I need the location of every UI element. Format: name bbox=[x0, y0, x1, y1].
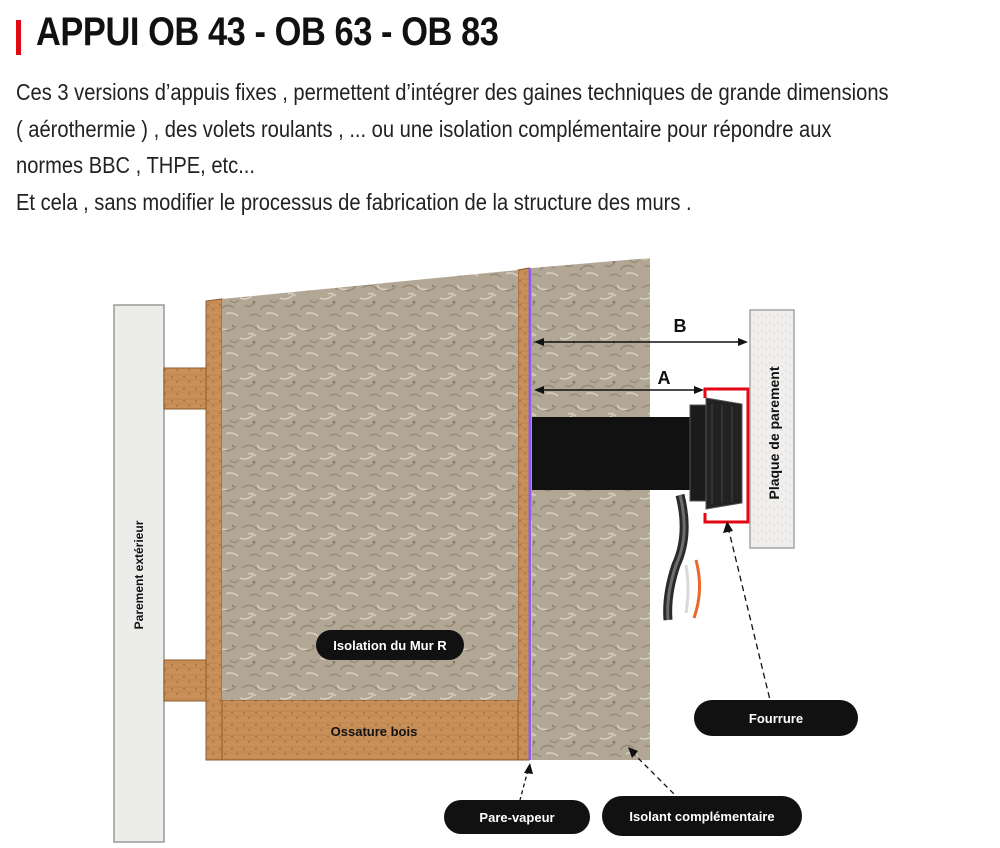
callout-isolation-mur bbox=[316, 630, 464, 660]
label-ossature-bois: Ossature bois bbox=[330, 724, 418, 739]
leader-fourrure bbox=[728, 527, 770, 700]
label-dim-a: A bbox=[657, 368, 671, 388]
exterior-cladding bbox=[114, 305, 164, 842]
description-line: Ces 3 versions d’appuis fixes , permettent d’intégrer des gaines techniques de grande dimensions bbox=[16, 79, 889, 105]
description-line: normes BBC , THPE, etc... bbox=[16, 152, 255, 178]
page-title: APPUI OB 43 - OB 63 - OB 83 bbox=[36, 10, 499, 54]
batten-bottom bbox=[164, 660, 206, 701]
plasterboard bbox=[750, 310, 794, 548]
description-line: Et cela , sans modifier le processus de fabrication de la structure des murs . bbox=[16, 188, 692, 215]
leader-pare-vapeur bbox=[520, 770, 528, 800]
label-isolant-complementaire: Isolant complémentaire bbox=[629, 809, 775, 824]
leader-pare-vapeur-arrow bbox=[524, 763, 533, 774]
label-dim-b: B bbox=[673, 316, 687, 336]
label-pare-vapeur: Pare-vapeur bbox=[479, 810, 555, 825]
callout-isolant-complementaire bbox=[602, 796, 802, 836]
batten-top bbox=[164, 368, 206, 409]
leader-isolant-complementaire bbox=[632, 752, 676, 796]
description-line: ( aérothermie ) , des volets roulants , ... ou une isolation complémentaire pour répondre aux bbox=[16, 115, 832, 142]
label-plaque-parement: Plaque de parement bbox=[766, 366, 782, 500]
callout-pare-vapeur bbox=[444, 800, 590, 834]
complementary-insulation bbox=[532, 258, 650, 760]
callout-fourrure bbox=[694, 700, 858, 736]
label-isolation-mur: Isolation du Mur R bbox=[333, 638, 447, 653]
label-parement-exterieur: Parement extérieur bbox=[132, 520, 146, 630]
label-fourrure: Fourrure bbox=[748, 711, 804, 726]
